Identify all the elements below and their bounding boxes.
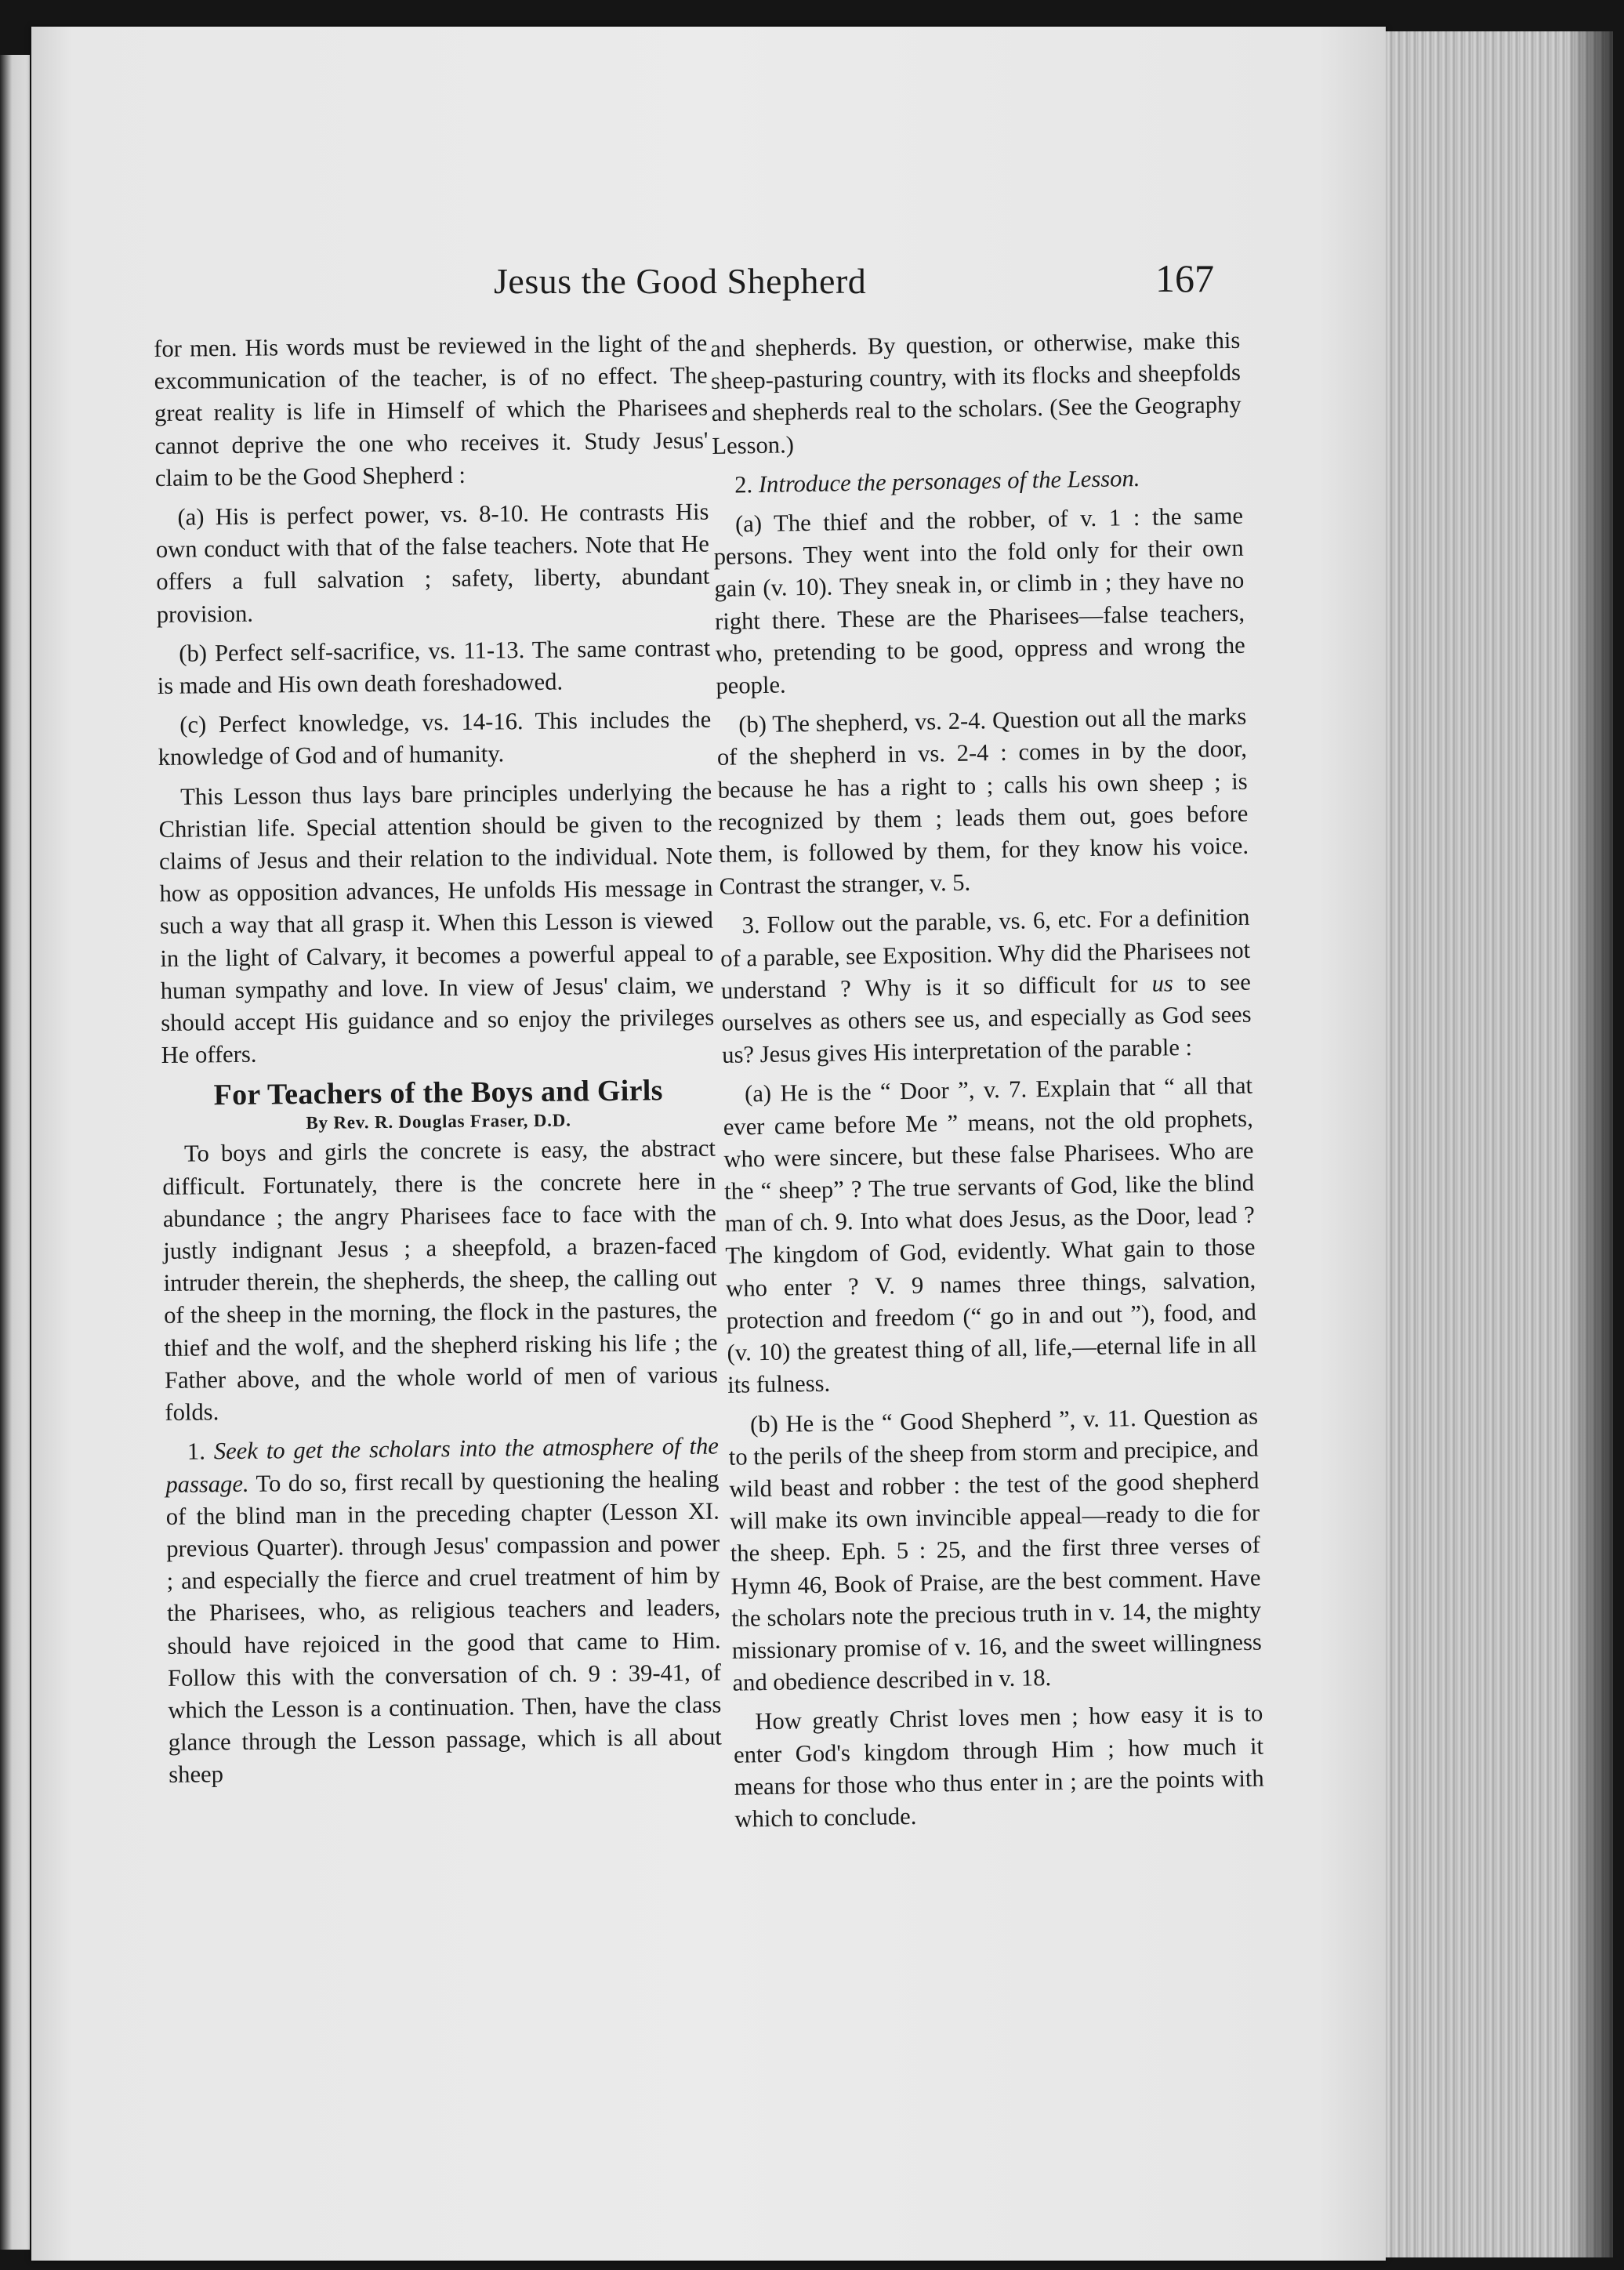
left-paragraph-7: [165, 1431, 723, 1792]
page-number: 167: [1155, 256, 1214, 300]
right-column: [710, 325, 1265, 1843]
right-paragraph-7: (b) He is the “ Good Shepherd ”, v. 11. Question as to the perils of the sheep from storm and precipice, and wild beast and robber : the test of the good shepherd will make its own invincible appeal—ready to die for the sheep. Eph. 5 : 25, and the first three verses of Hymn 46, Book of Praise, are the best comment. Have the scholars note the precious truth in v. 14, the mighty missionary promise of v. 16, and the sweet willingness and obedience described in v. 18.: [728, 1402, 1263, 1696]
left-paragraph-1: for men. His words must be reviewed in the light of the excommunication of the teacher, is of no effect. The great reality is life in Himself of which the Pharisees cannot deprive the one who receives it. Study Jesus' claim to be the Good Shepherd :: [154, 329, 709, 491]
italic-instruction: Introduce the personages of the Lesson.: [758, 464, 1140, 498]
paragraph-text: to see ourselves as others see us, and especially as God sees us? Jesus gives His interpretation of the parable :: [721, 968, 1252, 1069]
right-paragraph-4: (b) The shepherd, vs. 2-4. Question out all the marks of the shepherd in vs. 2-4 : comes in by the door, because he has a right to ; calls his own sheep ; is recognized by them ; leads them out, goes before them, is followed by them, for they know his voice. Contrast the stranger, v. 5.: [716, 702, 1249, 901]
left-paragraph-5: This Lesson thus lays bare principles underlying the Christian life. Special attention should be given to the claims of Jesus and their relation to the individual. Note how as opposition advances, He unfolds His message in such a way that all grasp it. When this Lesson is viewed in the light of Calvary, it becomes a powerful appeal to human sympathy and love. In view of Jesus' claim, we should accept His guidance and so enjoy the privileges He offers.: [158, 778, 715, 1069]
right-paragraph-6: (a) He is the “ Door ”, v. 7. Explain that “ all that ever came before Me ” means, not the old prophets, who were sincere, but these false Pharisees. Who are the “ sheep” ? The true servants of God, like the blind man of ch. 9. Into what does Jesus, as the Door, lead ? The kingdom of God, evidently. What gain to those who enter ? V. 9 names three things, salvation, protection and freedom (“ go in and out ”), food, and (v. 10) the greatest thing of all, life,—eternal life in all its fulness.: [723, 1072, 1257, 1399]
author-byline: By Rev. R. Douglas Fraser, D.D.: [306, 1110, 571, 1133]
item-number: 2.: [734, 470, 753, 499]
right-paragraph-8: How greatly Christ loves men ; how easy it is to enter God's kingdom through Him ; how much it means for those who thus enter in ; are the points with which to conclude.: [733, 1699, 1264, 1833]
left-paragraph-3: (b) Perfect self-sacrifice, vs. 11-13. The same contrast is made and His own death foreshadowed.: [157, 634, 711, 700]
right-paragraph-1: and shepherds. By question, or otherwise, make this sheep-pasturing country, with its flocks and sheepfolds and shepherds real to the scholars. (See the Geography Lesson.): [710, 326, 1242, 459]
section-heading: For Teachers of the Boys and Girls: [213, 1074, 663, 1112]
running-head: Jesus the Good Shepherd: [494, 261, 867, 301]
italic-word: us: [1151, 970, 1174, 997]
book-fore-edge: [1386, 31, 1613, 2257]
left-column: [154, 328, 723, 1799]
right-paragraph-3: (a) The thief and the robber, of v. 1 : the same persons. They went into the fold only for their own gain (v. 10). They sneak in, or climb in ; they have no right there. These are the Pharisees—false teachers, who, pretending to be good, oppress and wrong the people.: [713, 502, 1245, 699]
item-number: 1.: [187, 1438, 206, 1465]
left-paragraph-2: (a) His is perfect power, vs. 8-10. He contrasts His own conduct with that of the false teachers. Note that He offers a full salvation ; safety, liberty, abundant provision.: [155, 498, 710, 628]
paragraph-text: 3. Follow out the parable, vs. 6, etc. For a definition of a parable, see Exposition. Why did the Pharisees not understand ? Why is it so difficult for: [720, 904, 1251, 1004]
italic-instruction: Seek to get the scholars into the atmosphere of the passage.: [165, 1432, 720, 1498]
left-paragraph-6: To boys and girls the concrete is easy, the abstract difficult. Fortunately, there is the concrete here in abundance ; the angry Pharisees face to face with the justly indignant Jesus ; a sheepfold, a brazen-faced intruder therein, the shepherds, the sheep, the calling out of the sheep in the morning, the flock in the pastures, the thief and the wolf, and the shepherd risking his life ; the Father above, and the whole world of men of various folds.: [162, 1135, 719, 1427]
right-paragraph-5: [720, 901, 1252, 1072]
previous-page-edge: [0, 55, 30, 2250]
paragraph-text: To do so, first recall by questioning the healing of the blind man in the preceding chapter (Lesson XI. previous Quarter). through Jesus' compassion and power ; and especially the fierce and cruel treatment of him by the Pharisees, who, as religious teachers and leaders, should have rejoiced in the good that came to Him. Follow this with the conversation of ch. 9 : 39-41, of which the Lesson is a continuation. Then, have the class glance through the Lesson passage, which is all about sheep: [165, 1465, 722, 1789]
left-paragraph-4: (c) Perfect knowledge, vs. 14-16. This includes the knowledge of God and of humanity.: [158, 705, 712, 771]
right-paragraph-2: [712, 461, 1243, 502]
